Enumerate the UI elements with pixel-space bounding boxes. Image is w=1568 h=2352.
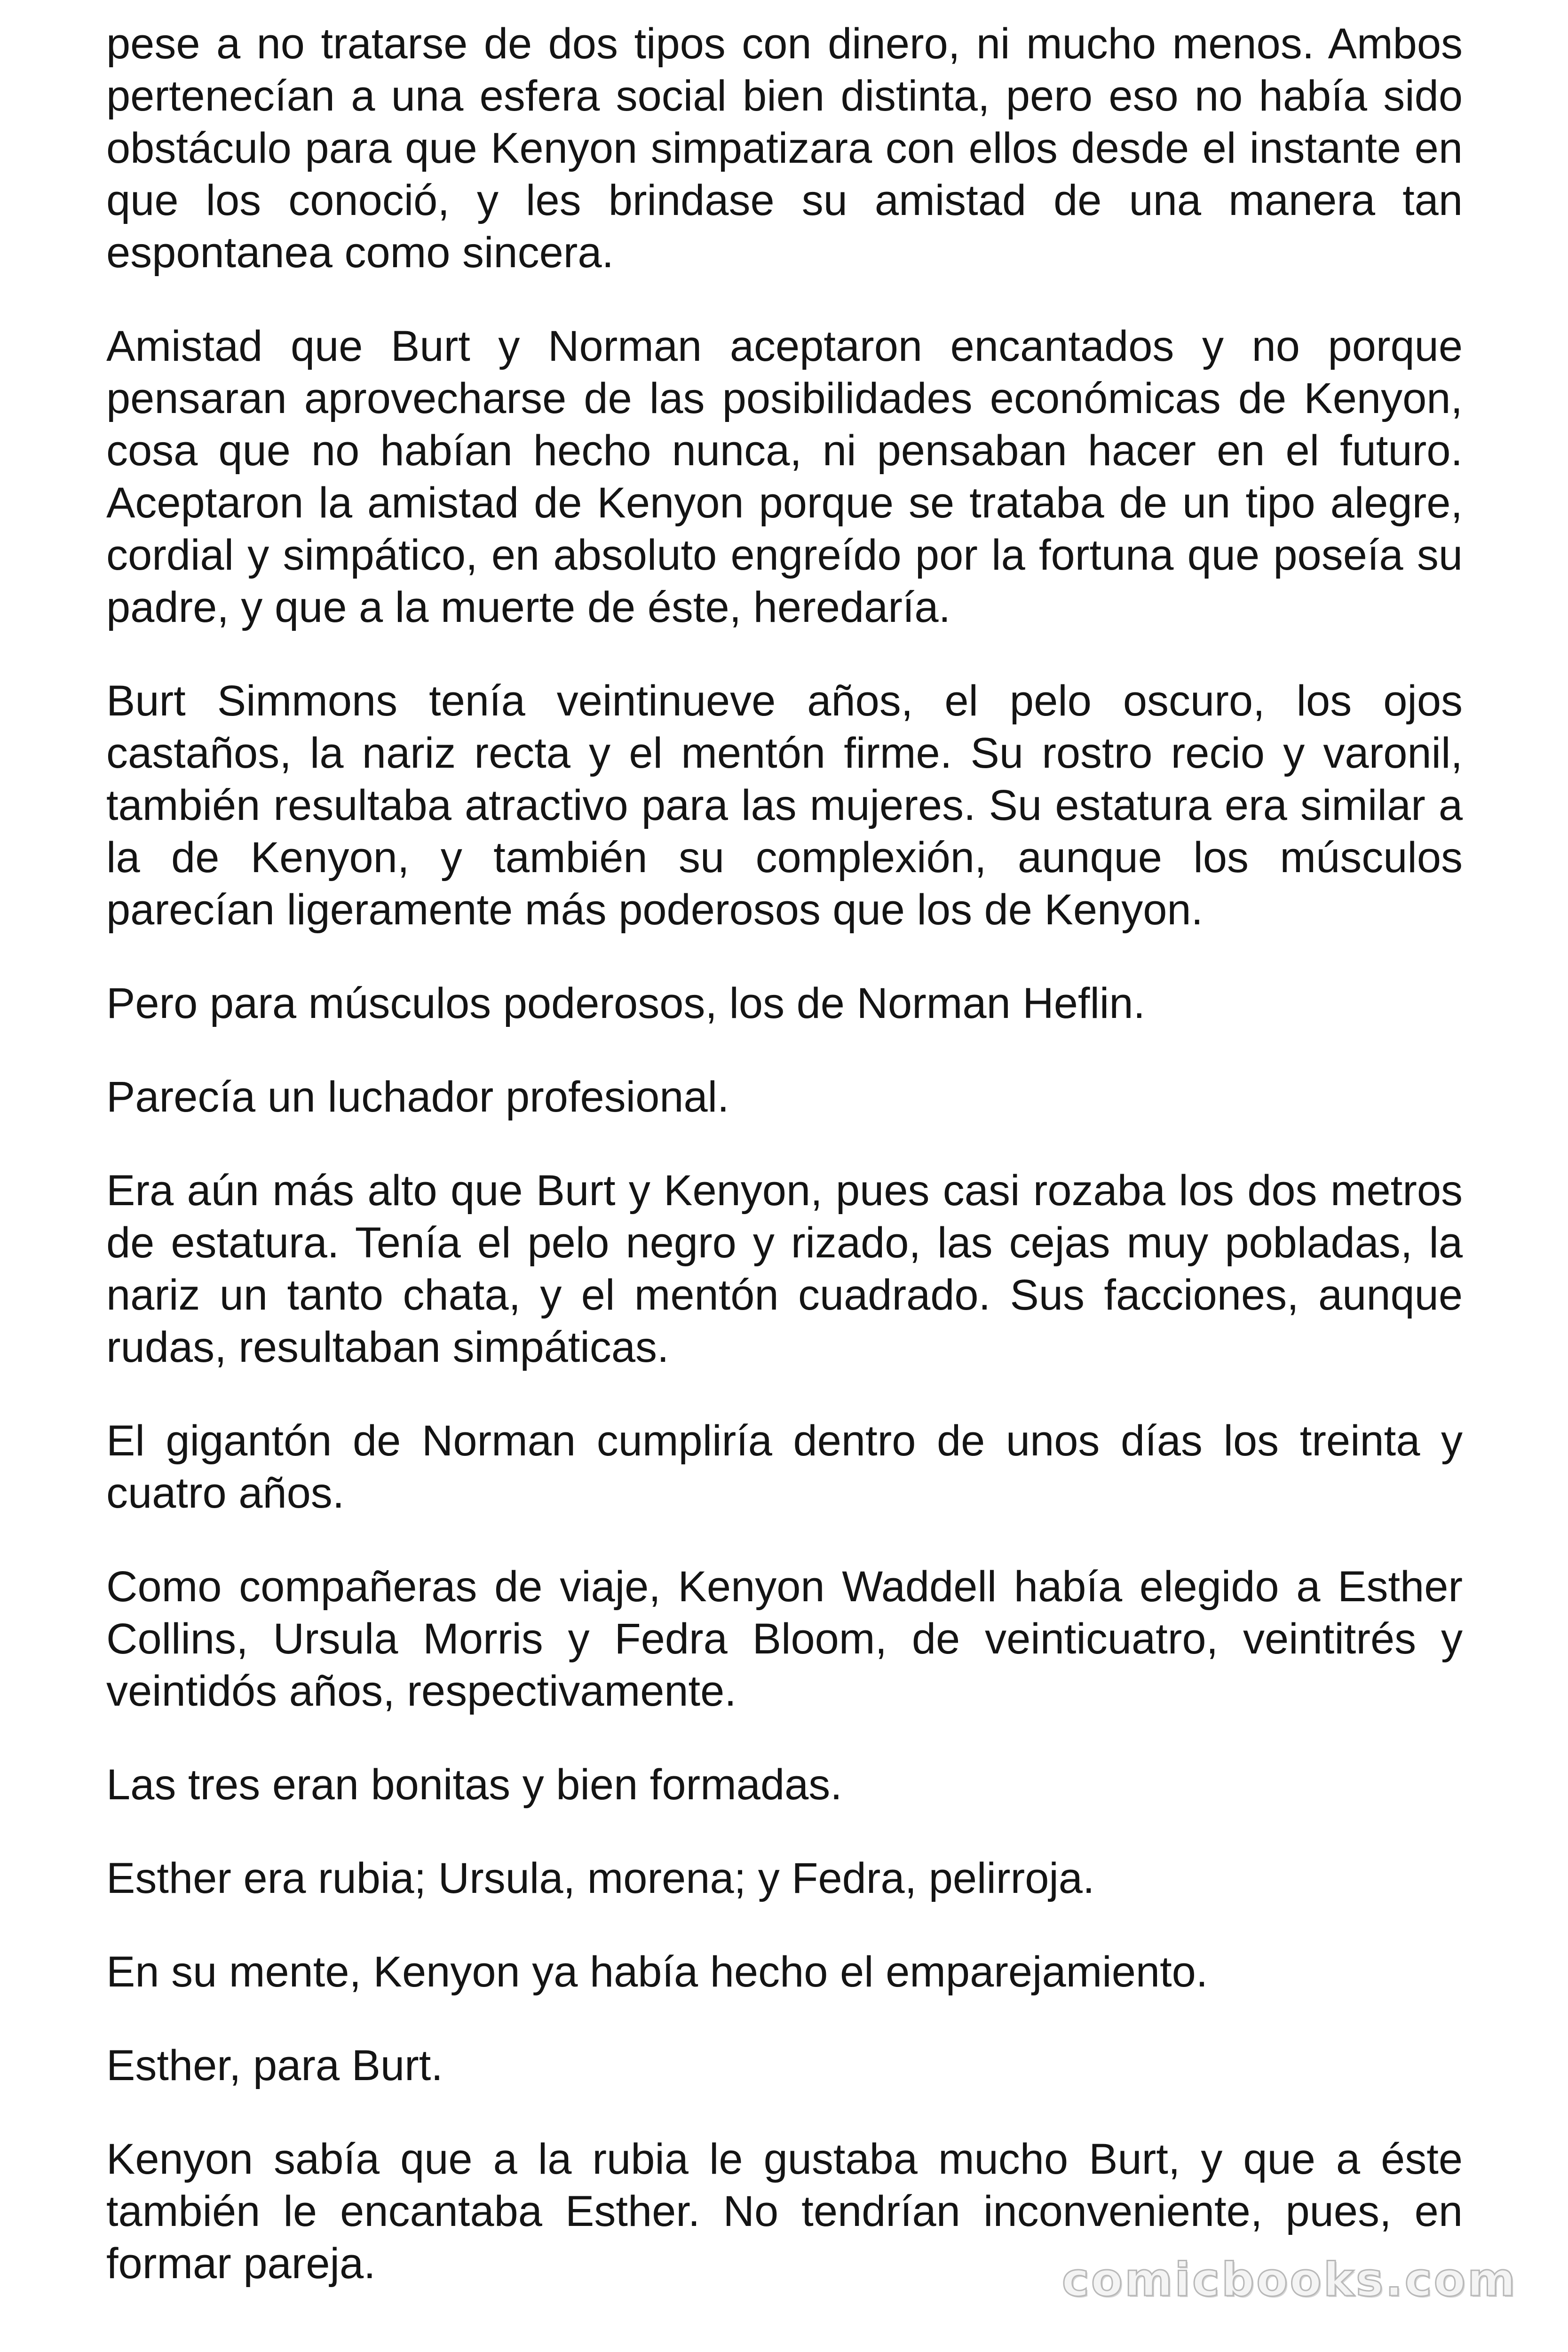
paragraph: Kenyon sabía que a la rubia le gustaba mucho Burt, y que a éste también le encantaba Esther. No tendrían inconveniente, pues, en formar pareja. (106, 2135, 1463, 2288)
paragraph: Parecía un luchador profesional. (106, 1073, 729, 1121)
paragraph: Amistad que Burt y Norman aceptaron encantados y no porque pensaran aprovecharse de las posibilidades económicas de Kenyon, cosa que no habían hecho nunca, ni pensaban hacer en el futuro. Aceptaron la amistad de Kenyon porque se trataba de un tipo alegre, cordial y simpático, en absoluto engreído por la fortuna que poseía su padre, y que a la muerte de éste, heredaría. (106, 322, 1463, 631)
paragraph: Pero para músculos poderosos, los de Norman Heflin. (106, 979, 1146, 1027)
paragraph: Burt Simmons tenía veintinueve años, el pelo oscuro, los ojos castaños, la nariz recta y el mentón firme. Su rostro recio y varonil, también resultaba atractivo para las mujeres. Su estatura era similar a la de Kenyon, y también su complexión, aunque los músculos parecían ligeramente más poderosos que los de Kenyon. (106, 677, 1463, 934)
document-page (106, 18, 1463, 2331)
paragraph: En su mente, Kenyon ya había hecho el emparejamiento. (106, 1948, 1208, 1996)
paragraph: Las tres eran bonitas y bien formadas. (106, 1761, 842, 1809)
paragraph: El gigantón de Norman cumpliría dentro de unos días los treinta y cuatro años. (106, 1417, 1463, 1517)
watermark: comicbooks.com (1061, 2253, 1517, 2307)
paragraph: Esther era rubia; Ursula, morena; y Fedra, pelirroja. (106, 1854, 1095, 1902)
paragraph: pese a no tratarse de dos tipos con dinero, ni mucho menos. Ambos pertenecían a una esfera social bien distinta, pero eso no había sido obstáculo para que Kenyon simpatizara con ellos desde el instante en que los conoció, y les brindase su amistad de una manera tan espontanea como sincera. (106, 20, 1463, 277)
paragraph: Como compañeras de viaje, Kenyon Waddell había elegido a Esther Collins, Ursula Morris y Fedra Bloom, de veinticuatro, veintitrés y veintidós años, respectivamente. (106, 1563, 1463, 1715)
paragraph: Esther, para Burt. (106, 2042, 443, 2090)
paragraph: Era aún más alto que Burt y Kenyon, pues casi rozaba los dos metros de estatura. Tenía el pelo negro y rizado, las cejas muy pobladas, la nariz un tanto chata, y el mentón cuadrado. Sus facciones, aunque rudas, resultaban simpáticas. (106, 1167, 1463, 1371)
